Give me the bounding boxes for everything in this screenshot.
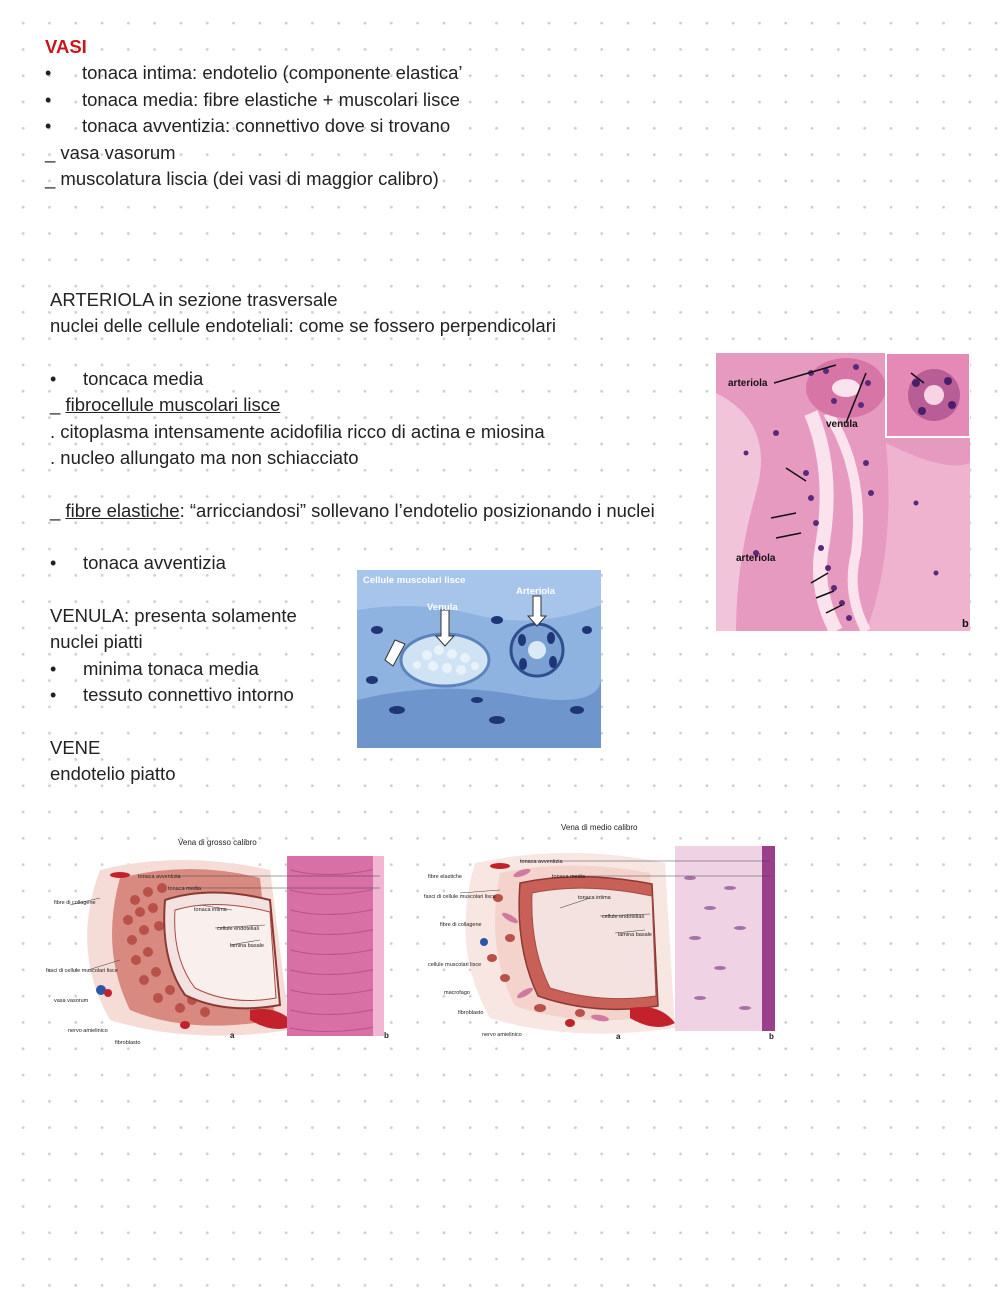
label-arteriola-bottom: arteriola bbox=[736, 553, 776, 564]
fibre-elastiche-rest: : “arricciandosi” sollevano l’endotelio posizionando i nuclei bbox=[179, 500, 655, 521]
section-title-vasi: VASI bbox=[45, 36, 87, 57]
arteriola-nuclei-line: nuclei delle cellule endoteliali: come se fossero perpendicolari bbox=[50, 315, 556, 336]
label-cellule-muscolari: Cellule muscolari lisce bbox=[363, 575, 466, 586]
venula-bullet-1: minima tonaca media bbox=[83, 658, 259, 679]
label-fasci-muscolari-medio: fasci di cellule muscolari lisce bbox=[424, 894, 496, 900]
bullet-dot: • bbox=[45, 116, 52, 136]
vasi-dash-1: _ vasa vasorum bbox=[45, 142, 176, 163]
label-fibre-elastiche: fibre elastiche bbox=[428, 874, 462, 880]
arteriola-fibre-elastiche-line bbox=[50, 498, 655, 524]
vasi-bullet-1: tonaca intima: endotelio (componente elastica’ bbox=[82, 62, 463, 83]
arteriola-citoplasma-line: . citoplasma intensamente acidofilia ricco di actina e miosina bbox=[50, 421, 545, 442]
label-arteriola-blue: Arteriola bbox=[516, 586, 556, 597]
label-cellule-muscolari-medio: cellule muscolari lisce bbox=[428, 962, 482, 968]
bullet-dot: • bbox=[50, 685, 57, 705]
diagram-medium-title: Vena di medio calibro bbox=[561, 823, 638, 832]
bullet-dot: • bbox=[50, 659, 57, 679]
vene-endotelio-line: endotelio piatto bbox=[50, 763, 176, 784]
label-cellule-endoteliali: cellule endoteliali bbox=[217, 926, 259, 932]
label-arteriola-top: arteriola bbox=[728, 378, 768, 389]
bullet-dot: • bbox=[45, 90, 52, 110]
label-venula-blue: Venula bbox=[427, 602, 458, 613]
diagram-medium-letter-a: a bbox=[616, 1032, 621, 1041]
label-cellule-endoteliali-medio: cellule endoteliali bbox=[602, 914, 644, 920]
venula-bullet-2: tessuto connettivo intorno bbox=[83, 684, 294, 705]
label-lamina-basale-medio: lamina basale bbox=[618, 932, 652, 938]
diagram-vena-medio-calibro bbox=[420, 818, 780, 1043]
micrograph-arteriola-venula-he bbox=[716, 353, 970, 631]
label-tonaca-intima-medio: tonaca intima bbox=[578, 895, 611, 901]
label-tonaca-avventizia: tonaca avventizia bbox=[138, 874, 181, 880]
fibrocellule-underlined: fibrocellule muscolari lisce bbox=[65, 394, 281, 415]
vasi-dash-2: _ muscolatura liscia (dei vasi di maggior calibro) bbox=[45, 168, 439, 189]
dash-prefix: _ bbox=[50, 500, 66, 521]
arteriola-bullet-media: toncaca media bbox=[83, 368, 204, 389]
micrograph-venula-arteriola-blue bbox=[357, 570, 601, 748]
label-nervo-amielinico: nervo amielinico bbox=[68, 1028, 108, 1034]
fibre-elastiche-underlined: fibre elastiche bbox=[65, 500, 180, 521]
label-tonaca-intima: tonaca intima bbox=[194, 907, 227, 913]
diagram-large-letter-a: a bbox=[230, 1031, 235, 1040]
label-lamina-basale: lamina basale bbox=[230, 943, 264, 949]
label-venula: venula bbox=[826, 419, 858, 430]
label-nervo-amielinico-medio: nervo amielinico bbox=[482, 1032, 522, 1038]
diagram-large-title: Vena di grosso calibro bbox=[178, 838, 257, 847]
venula-nuclei-line: nuclei piatti bbox=[50, 631, 143, 652]
label-fibroblasto: fibroblasto bbox=[115, 1040, 141, 1045]
diagram-vena-grosso-calibro bbox=[40, 830, 390, 1045]
panel-letter-b: b bbox=[962, 618, 969, 630]
diagram-medium-letter-b: b bbox=[769, 1032, 774, 1041]
bullet-dot: • bbox=[50, 553, 57, 573]
arteriola-heading: ARTERIOLA in sezione trasversale bbox=[50, 289, 338, 310]
label-fibre-collagene-medio: fibre di collagene bbox=[440, 922, 482, 928]
vasi-bullet-2: tonaca media: fibre elastiche + muscolari lisce bbox=[82, 89, 460, 110]
vasi-bullet-3: tonaca avventizia: connettivo dove si trovano bbox=[82, 115, 451, 136]
venula-heading: VENULA: presenta solamente bbox=[50, 605, 297, 626]
bullet-dot: • bbox=[45, 63, 52, 83]
label-fibre-collagene: fibre di collagene bbox=[54, 900, 96, 906]
label-tonaca-media: tonaca media bbox=[168, 886, 202, 892]
label-macrofago: macrofago bbox=[444, 990, 470, 996]
diagram-large-letter-b: b bbox=[384, 1031, 389, 1040]
arteriola-nucleo-line: . nucleo allungato ma non schiacciato bbox=[50, 447, 359, 468]
vene-heading: VENE bbox=[50, 737, 101, 758]
arteriola-bullet-avventizia: tonaca avventizia bbox=[83, 552, 226, 573]
bullet-dot: • bbox=[50, 369, 57, 389]
label-vasa-vasorum: vasa vasorum bbox=[54, 998, 89, 1004]
label-tonaca-avventizia-medio: tonaca avventizia bbox=[520, 859, 563, 865]
label-fibroblasto-medio: fibroblasto bbox=[458, 1010, 484, 1016]
arteriola-fibrocellule-line bbox=[50, 392, 280, 418]
label-fasci-muscolari: fasci di cellule muscolari lisce bbox=[46, 968, 118, 974]
dash-prefix: _ bbox=[50, 394, 66, 415]
label-tonaca-media-medio: tonaca media bbox=[552, 874, 586, 880]
